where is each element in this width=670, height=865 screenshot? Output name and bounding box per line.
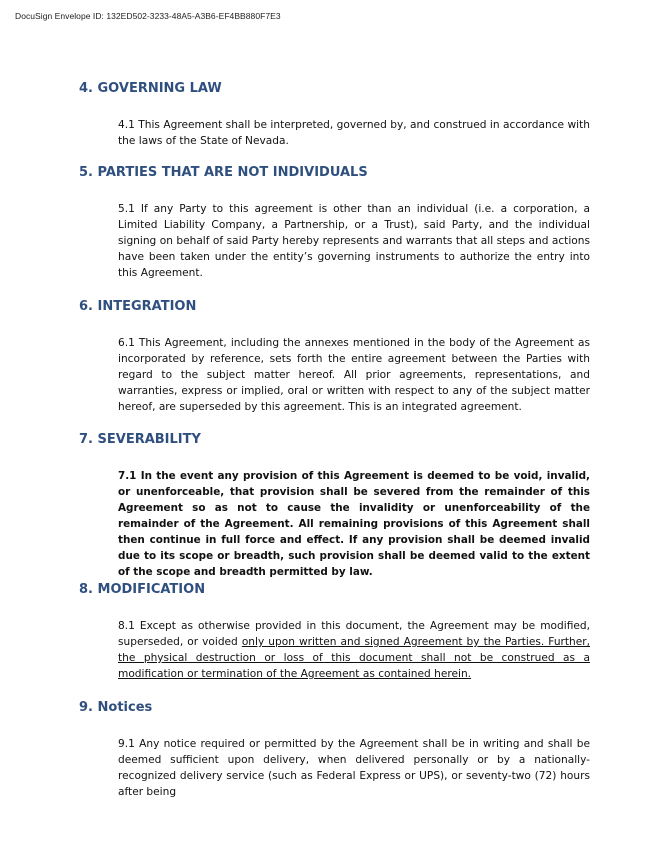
modification-underlined-text: only upon written and signed Agreement by the Parties. Further, the physical destruction or loss of this document shall not be construed as a modification or termination of the Agreement as contained herein.	[118, 636, 590, 680]
heading-governing-law: 4. GOVERNING LAW	[79, 81, 222, 96]
paragraph-parties: 5.1 If any Party to this agreement is other than an individual (i.e. a corporation, a Limited Liability Company, a Partnership, or a Trust), said Party, and the individual signing on behalf of said Party hereby represents and warrants that all steps and actions have been taken under the entity’s governing instruments to authorize the entry into this Agreement.	[118, 203, 590, 279]
paragraph-integration: 6.1 This Agreement, including the annexes mentioned in the body of the Agreement as incorporated by reference, sets forth the entire agreement between the Parties with regard to the subject matter hereof. All prior agreements, representations, and warranties, express or implied, oral or written with respect to any of the subject matter hereof, are superseded by this agreement. This is an integrated agreement.	[118, 337, 590, 413]
paragraph-governing-law: 4.1 This Agreement shall be interpreted, governed by, and construed in accordance with the laws of the State of Nevada.	[118, 119, 590, 147]
paragraph-notices: 9.1 Any notice required or permitted by the Agreement shall be in writing and shall be deemed sufficient upon delivery, when delivered personally or by a nationally-recognized delivery service (such as Federal Express or UPS), or seventy-two (72) hours after being	[118, 738, 590, 798]
envelope-id: DocuSign Envelope ID: 132ED502-3233-48A5-A3B6-EF4BB880F7E3	[15, 11, 281, 21]
heading-notices: 9. Notices	[79, 700, 153, 715]
modification-plain-text: 8.1 Except as otherwise provided in this document, the Agreement may be modified, superseded, or voided	[118, 620, 590, 648]
heading-integration: 6. INTEGRATION	[79, 299, 197, 314]
heading-modification: 8. MODIFICATION	[79, 582, 206, 597]
paragraph-severability: 7.1 In the event any provision of this Agreement is deemed to be void, invalid, or unenforceable, that provision shall be severed from the remainder of this Agreement so as not to cause the invalidity or unenforceability of the remainder of the Agreement. All remaining provisions of this Agreement shall then continue in full force and effect. If any provision shall be deemed invalid due to its scope or breadth, such provision shall be deemed valid to the extent of the scope and breadth permitted by law.	[118, 470, 590, 578]
heading-parties: 5. PARTIES THAT ARE NOT INDIVIDUALS	[79, 165, 368, 180]
heading-severability: 7. SEVERABILITY	[79, 432, 201, 447]
paragraph-modification	[118, 618, 590, 682]
